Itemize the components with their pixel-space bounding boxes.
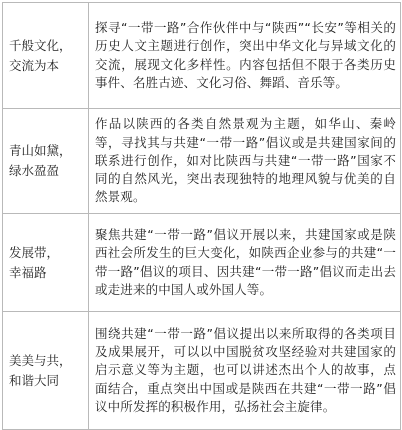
description-cell: 聚焦共建“一带一路”倡议开展以来，共建国家或是陕西社会所发生的巨大变化，如陕西企业参与的共建“一带一路”倡议的项目、因共建“一带一路”倡议而走出去或走进来的中国人或外国人等。 <box>89 214 401 312</box>
theme-line: 发展带， <box>9 244 60 260</box>
theme-line: 和谐大同 <box>9 372 60 388</box>
theme-line: 交流为本 <box>9 57 60 73</box>
theme-table <box>2 2 401 430</box>
table-row <box>3 312 401 430</box>
theme-line: 美美与共， <box>9 352 72 368</box>
description-cell: 作品以陕西的各类自然景观为主题，如华山、秦岭等，寻找其与共建“一带一路”倡议或是共建国家间的联系进行创作，如对比陕西与共建“一带一路”国家不同的自然风光，突出表现独特的地理风貌与优美的自然景观。 <box>89 109 401 214</box>
description-cell: 探寻“一带一路”合作伙伴中与“陕西”“长安”等相关的历史人文主题进行创作，突出中华文化与异域文化的交流，展现文化多样性。内容包括但不限于各类历史事件、名胜古迹、文化习俗、舞蹈、音乐等。 <box>89 3 401 109</box>
table-row <box>3 109 401 214</box>
table-row <box>3 3 401 109</box>
description-cell: 围绕共建“一带一路”倡议提出以来所取得的各类项目及成果展开，可以以中国脱贫攻坚经验对共建国家的启示意义等为主题，也可以讲述杰出个人的故事，点面结合，重点突出中国或是陕西在共建“一带一路”倡议中所发挥的积极作用，弘扬社会主旋律。 <box>89 312 401 430</box>
theme-cell <box>3 109 89 214</box>
table-row <box>3 214 401 312</box>
theme-line: 千般文化， <box>9 37 72 53</box>
theme-cell <box>3 3 89 109</box>
theme-line: 幸福路 <box>9 264 47 280</box>
theme-cell <box>3 312 89 430</box>
theme-line: 青山如黛， <box>9 143 72 158</box>
theme-line: 绿水盈盈 <box>9 163 60 178</box>
theme-cell <box>3 214 89 312</box>
